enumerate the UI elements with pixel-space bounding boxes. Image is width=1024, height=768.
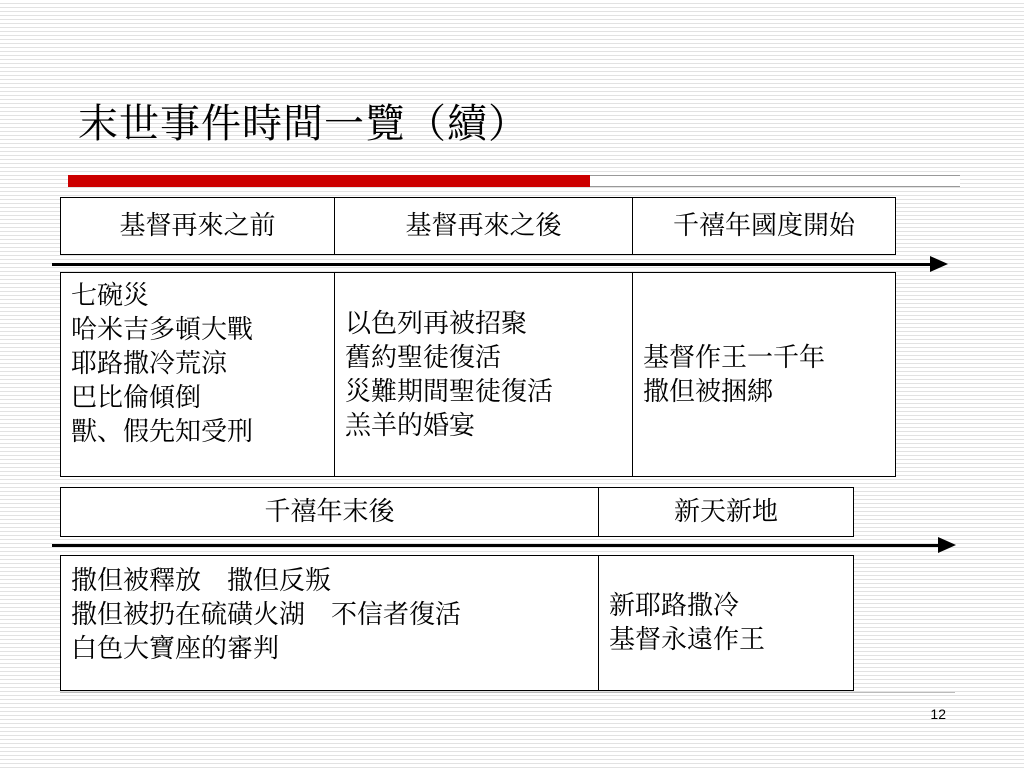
event-item: 獸、假先知受刑	[71, 417, 254, 447]
event-item: 基督永遠作王	[609, 625, 766, 655]
event-item: 舊約聖徒復活	[345, 342, 502, 373]
event-item: 新耶路撒冷	[609, 591, 740, 621]
event-item: 羔羊的婚宴	[345, 410, 476, 441]
event-item: 白色大寶座的審判	[71, 634, 280, 664]
timeline2-header-row	[60, 487, 854, 537]
header-millennium-start	[633, 198, 895, 254]
timeline1-arrow-line	[52, 263, 932, 266]
header-label: 新天新地	[673, 497, 778, 527]
event-item: 哈米吉多頓大戰	[71, 315, 254, 345]
header-label: 千禧年末後	[264, 497, 395, 527]
event-item: 巴比倫傾倒	[71, 383, 202, 413]
event-item: 災難期間聖徒復活	[345, 376, 554, 407]
event-item: 基督作王一千年	[643, 342, 826, 373]
event-item: 撒但被扔在硫磺火湖 不信者復活	[71, 600, 462, 630]
timeline1-header-row	[60, 197, 896, 255]
event-item: 耶路撒冷荒涼	[71, 349, 228, 379]
timeline1-events-row	[60, 272, 896, 477]
timeline2-arrow-head-icon	[938, 537, 956, 553]
event-item: 撒但被釋放 撒但反叛	[71, 566, 332, 596]
header-before-second-coming	[61, 198, 335, 254]
header-after-millennium	[61, 488, 599, 536]
footer-rule	[60, 692, 955, 693]
title-underline-accent	[68, 175, 590, 187]
events-new-heaven	[599, 556, 853, 690]
event-item: 撒但被捆綁	[643, 376, 774, 407]
timeline2-events-row	[60, 555, 854, 691]
timeline1-arrow-head-icon	[930, 256, 948, 272]
header-after-second-coming	[335, 198, 633, 254]
title-underline-rule	[590, 175, 960, 187]
events-before-second-coming	[61, 273, 335, 476]
events-millennium	[633, 273, 895, 476]
header-label: 基督再來之前	[119, 211, 276, 241]
header-new-heaven-new-earth	[599, 488, 853, 536]
slide-title: 末世事件時間一覽（續）	[78, 101, 529, 147]
page-number: 12	[930, 706, 946, 722]
events-after-second-coming	[335, 273, 633, 476]
header-label: 千禧年國度開始	[672, 211, 855, 241]
event-item: 七碗災	[71, 281, 150, 311]
events-after-millennium	[61, 556, 599, 690]
header-label: 基督再來之後	[405, 211, 562, 241]
event-item: 以色列再被招聚	[345, 308, 528, 339]
timeline2-arrow-line	[52, 544, 940, 547]
